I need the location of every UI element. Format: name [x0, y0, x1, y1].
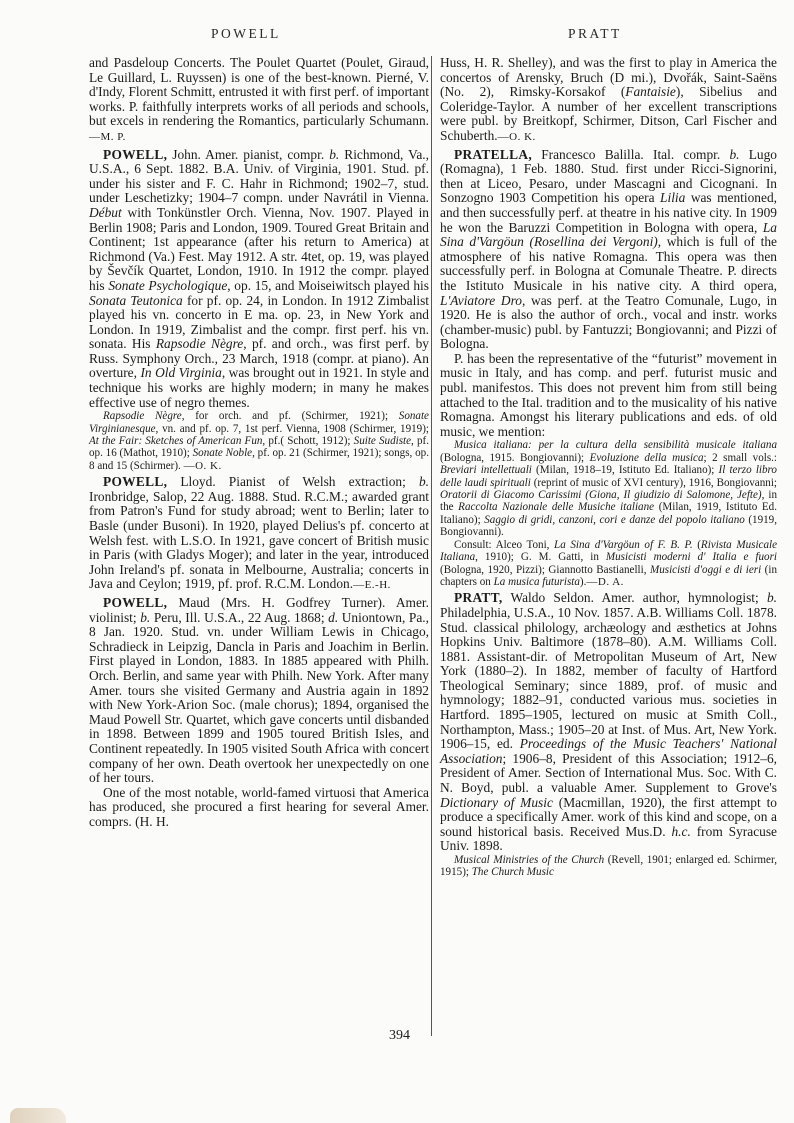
works-list: Musica italiana: per la cultura della sensibilità musicale italiana (Bologna, 1915. Bongiovanni); Evoluzione della musica; 2 small vols.: Breviari intellettuali (Milan, 1918–19, Istituto Ed. Italiano); Il terzo libro delle laudi spirituali (reprint of music of XVI century), 1916, Bongiovanni; Oratorii di Giacomo Carissimi (Giona, Il giudizio di Salomone, Jefte), in the Raccolta Nazionale delle Musiche italiane (Milan, 1919, Istituto Ed. Italiano); Saggio di gridi, canzoni, cori e danze del popolo italiano (1919, Bongiovanni).	[440, 439, 778, 539]
running-head-right: PRATT	[568, 26, 622, 41]
bibliography: Consult: Alceo Toni, La Sina d'Vargöun of F. B. P. (Rivista Musicale Italiana, 1910); G. M. Gatti, in Musicisti moderni d' Italia e fuori (Bologna, 1920, Pizzi); Giannotto Bastianelli, Musicisti d'oggi e di ieri (in chapters on La musica futurista).—D. A.	[440, 538, 777, 588]
work-title: Sonate Psychologique	[108, 277, 228, 293]
page-number: 394	[389, 1028, 410, 1043]
headword: POWELL,	[103, 474, 168, 490]
work-title: Lilia	[660, 190, 686, 206]
work-title: L'Aviatore Dro	[440, 292, 522, 308]
entry-pratella: PRATELLA, Francesco Balilla. Ital. compr. b. Lugo (Romagna), 1 Feb. 1880. Stud. first under Ricci-Signorini, then at Liceo, Pesaro, under Mascagni and Cicognani. In Sonzogno 1903 Competition his opera Lilia was mentioned, and then successfully perf. at theatre in his native city. In 1909 he won the Baruzzi Competition in Bologna with opera, La Sina d'Vargöun (Rosellina dei Vergoni), which is full of the atmosphere of his native Romagna. This opera was then successfully perf. in Bologna at Comunale Theatre. P. directs the Istituto Musicale in his native city. A third opera, L'Aviatore Dro, was perf. at the Teatro Comunale, Lugo, in 1920. He is also the author of orch., vocal and instr. works (chamber-music) publ. by Fantuzzi; Bongiovanni; and Pizzi of Bologna.	[440, 146, 777, 352]
work-title: Proceedings of the Music Teachers' National Association	[440, 736, 777, 766]
headword: PRATT,	[454, 590, 503, 606]
contributor-signature: —O. K.	[183, 459, 222, 472]
works-list: Musical Ministries of the Church (Revell, 1901; enlarged ed. Schirmer, 1915); The Church Music	[440, 854, 777, 879]
works-list: Rapsodie Nègre, for orch. and pf. (Schirmer, 1921); Sonate Virginianesque, vn. and pf. op. 7, 1st perf. Vienna, 1908 (Schirmer, 1919); At the Fair: Sketches of American Fun, pf.( Schott, 1912); Suite Sudiste, pf. op. 16 (Mathot, 1910); Sonate Noble, pf. op. 21 (Schirmer, 1921); songs, op. 8 and 15 (Schirmer). —O. K.	[89, 410, 429, 472]
headword: POWELL,	[103, 146, 168, 162]
work-title: La Sina d'Vargöun (Rosellina dei Vergoni)	[440, 219, 777, 250]
contributor-signature: —O. K.	[497, 130, 536, 143]
running-head-left: POWELL	[211, 26, 281, 41]
entry-powell-john: POWELL, John. Amer. pianist, compr. b. Richmond, Va., U.S.A., 6 Sept. 1882. B.A. Univ. of Virginia, 1901. Stud. pf. under his sister and F. C. Hahr in Richmond; 1902–7, stud. under Leschetizky; 1904–7 compn. under Navrátil in Vienna. Début with Tonkünstler Orch. Vienna, Nov. 1907. Played in Berlin 1908; Paris and London, 1909. Toured Great Britain and Continent; 1st appearance (after his return to America) at Richmond (Va.) Fest. May 1912. A str. 4tet, op. 19, was played by Ševčík Quartet, London, 1910. In 1912 the compr. played his Sonate Psychologique, op. 15, and Moiseiwitsch played his Sonata Teutonica for pf. op. 24, in London. In 1912 Zimbalist played his vn. concerto in E ma. op. 23, in New York and London. In 1919, Zimbalist and the compr. first perf. his vn. sonata. His Rapsodie Nègre, pf. and orch., was first perf. by Russ. Symphony Orch., 23 March, 1918 (compr. at piano). An overture, In Old Virginia, was brought out in 1921. In style and technique his works are highly modern; in many he makes effective use of negro themes.	[89, 146, 430, 410]
continued-entry: Huss, H. R. Shelley), and was the first to play in America the concertos of Arensky, Bruch (D mi.), Dvořák, Saint-Saëns (No. 2), Rimsky-Korsakof (Fantaisie), Sibelius and Coleridge-Taylor. A number of her excellent transcriptions were publ. by Breitkopf, Schirmer, Ditson, Carl Fischer and Schuberth.—O. K.	[440, 55, 777, 143]
column-divider	[431, 56, 432, 1036]
work-title: Rapsodie Nègre	[155, 336, 244, 352]
entry-paragraph: P. has been the representative of the “futurist” movement in music in Italy, and has comp. and perf. futurist music and publ. manifestos. This does not prevent him from still being attached to the Ital. tradition and to the musicality of his native Romagna. Amongst his literary publications and eds. of old music, we mention:	[440, 350, 777, 439]
right-column	[440, 56, 777, 879]
contributor-signature: —M. P.	[89, 130, 126, 143]
continued-entry: and Pasdeloup Concerts. The Poulet Quartet (Poulet, Giraud, Le Guillard, L. Ruyssen) is one of the best-known. Pierné, V. d'Indy, Florent Schmitt, entrusted it with first perf. of important works. P. faithfully interprets works of all periods and schools, but excels in rendering the Romantics, particularly Schumann.—M. P.	[89, 55, 429, 143]
headword: PRATELLA,	[454, 146, 532, 162]
entry-pratt-waldo: PRATT, Waldo Seldon. Amer. author, hymnologist; b. Philadelphia, U.S.A., 10 Nov. 1857. A.B. Williams Coll. 1878. Stud. classical philology, archæology and æsthetics at Johns Hopkins Univ. Baltimore (1878–80). A.M. Williams Coll. 1881. Assistant-dir. of Metropolitan Museum of Art, New York (1880–2). In 1882, member of faculty of Hartford Theological Seminary; since 1889, prof. of music and hymnology; 1882–91, conducted various mus. societies in Hartford. 1895–1905, lectured on music at Smith Coll., Northampton, Mass.; 1905–20 at Inst. of Mus. Art, New York. 1906–15, ed. Proceedings of the Music Teachers' National Association; 1906–8, President of this Association; 1912–6, President of Amer. Section of International Mus. Soc. With C. N. Boyd, publ. a valuable Amer. Supplement to Grove's Dictionary of Music (Macmillan, 1920), the first attempt to produce a specifically Amer. work of this kind and scope, on a sound historical basis. Received Mus.D. h.c. from Syracuse Univ. 1898.	[440, 590, 778, 854]
entry-powell-maud: POWELL, Maud (Mrs. H. Godfrey Turner). Amer. violinist; b. Peru, Ill. U.S.A., 22 Aug. 1868; d. Uniontown, Pa., 8 Jan. 1920. Stud. vn. under William Lewis in Chicago, Schradieck in Leipzig, Dancla in Paris and Joachim in Berlin. First played in London, 1883. In 1885 appeared with Philh. Orch. Berlin, and same year with Philh. New York. After many Amer. tours she visited Germany and Austria again in 1892 with New York-Arion Soc. (male chorus); 1894, organised the Maud Powell Str. Quartet, which gave concerts until disbanded in 1898. Between 1899 and 1905 toured British Isles, and Continent repeatedly. In 1905 visited South Africa with concert company of her own. Death overtook her unexpectedly on one of her tours.	[89, 595, 430, 786]
work-title: Sonata Teutonica	[89, 292, 183, 308]
entry-powell-lloyd: POWELL, Lloyd. Pianist of Welsh extraction; b. Ironbridge, Salop, 22 Aug. 1888. Stud. R.C.M.; awarded grant from Patron's Fund for study abroad; went to Berlin; later to Basle (under Busoni). In 1920, played Delius's pf. concerto at Welsh fest. with L.S.O. In 1921, gave concert of British music in Paris (with Gladys Moger); and later in the year, introduced John Ireland's pf. sonata in Melbourne, Australia; concerts in Java and Ceylon; 1919, pf. prof. R.C.M. London.—E.-H.	[89, 474, 429, 592]
left-column	[89, 56, 429, 830]
paper-stain	[10, 1108, 66, 1123]
entry-paragraph: One of the most notable, world-famed virtuosi that America has produced, she procured a first hearing for several Amer. comprs. (H. H.	[89, 784, 429, 829]
work-title: In Old Virginia	[140, 365, 222, 381]
work-title: Dictionary of Music	[440, 794, 553, 810]
contributor-signature: —E.-H.	[353, 579, 391, 592]
headword: POWELL,	[103, 595, 168, 611]
contributor-signature: —D. A.	[586, 575, 624, 588]
